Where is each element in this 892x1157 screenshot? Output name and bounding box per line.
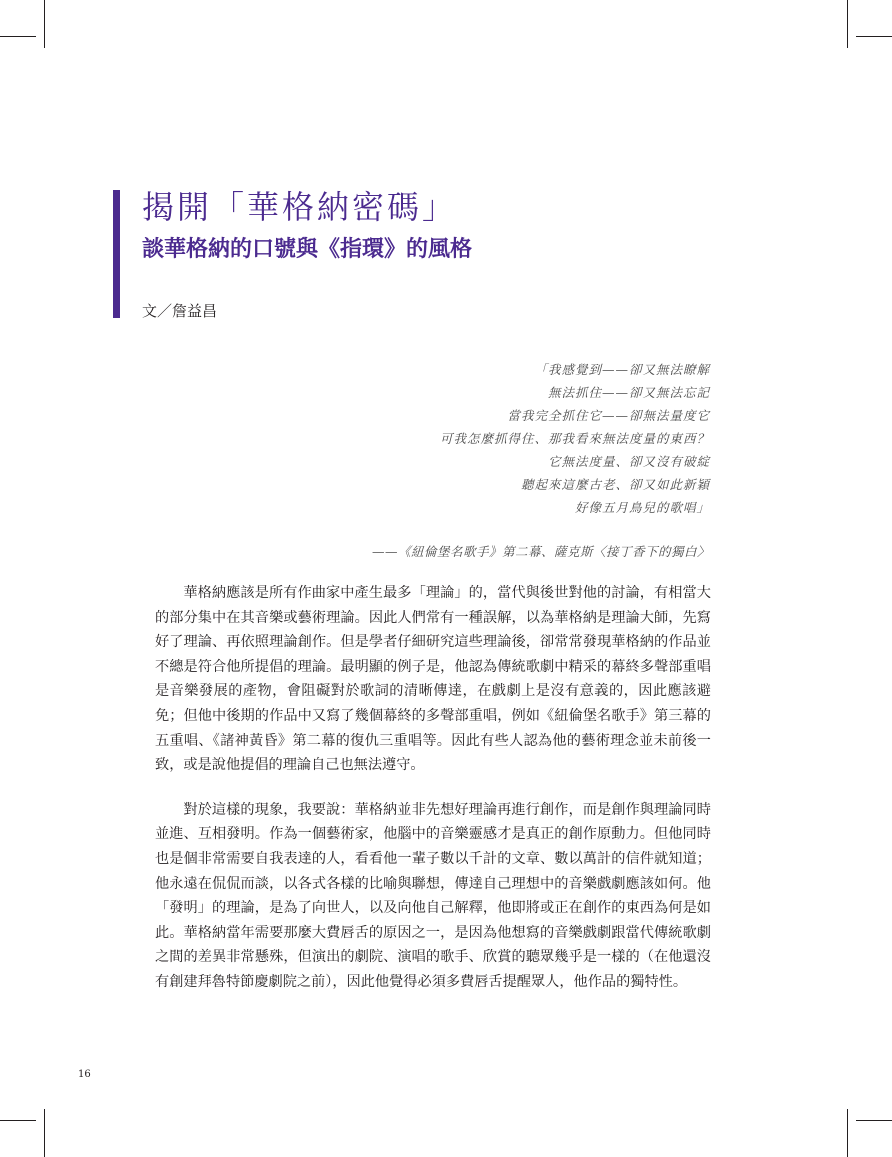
- crop-mark-bottom-right: [847, 1109, 848, 1157]
- article-subtitle: 談華格納的口號與《指環》的風格: [142, 237, 473, 262]
- crop-mark-bottom-left: [44, 1109, 45, 1157]
- crop-mark-bottom-left: [0, 1120, 36, 1121]
- article-body: [155, 581, 711, 1015]
- crop-mark-top-left: [44, 0, 45, 48]
- article-title: 揭開「華格納密碼」: [142, 188, 458, 226]
- epigraph-line: 無法抓住——卻又無法忘記: [547, 385, 710, 400]
- crop-mark-top-left: [0, 36, 36, 37]
- epigraph: [440, 358, 710, 519]
- crop-mark-top-right: [847, 0, 848, 48]
- epigraph-attribution: ——《紐倫堡名歌手》第二幕、薩克斯〈接丁香下的獨白〉: [371, 544, 710, 559]
- epigraph-line: 可我怎麼抓得住、那我看來無法度量的東西？: [439, 431, 710, 446]
- author-byline: 文／詹益昌: [142, 302, 218, 320]
- epigraph-line: 它無法度量、卻又沒有破綻: [547, 454, 710, 469]
- title-accent-bar: [113, 190, 120, 318]
- epigraph-line: 當我完全抓住它——卻無法量度它: [507, 408, 710, 423]
- page-number: 16: [78, 1069, 91, 1080]
- crop-mark-top-right: [856, 36, 892, 37]
- epigraph-line: 聽起來這麼古老、卻又如此新穎: [520, 477, 710, 492]
- crop-mark-bottom-right: [856, 1120, 892, 1121]
- epigraph-line: 「我感覺到——卻又無法瞭解: [534, 362, 710, 377]
- body-paragraph: 對於這樣的現象，我要說：華格納並非先想好理論再進行創作，而是創作與理論同時並進、互相發明。作為一個藝術家，他腦中的音樂靈感才是真正的創作原動力。但他同時也是個非常需要自我表達的人，看看他一輩子數以千計的文章、數以萬計的信件就知道；他永遠在侃侃而談，以各式各樣的比喻與聯想，傳達自己理想中的音樂戲劇應該如何。他「發明」的理論，是為了向世人，以及向他自己解釋，他即將或正在創作的東西為何是如此。華格納當年需要那麼大費唇舌的原因之一，是因為他想寫的音樂戲劇跟當代傳統歌劇之間的差異非常懸殊，但演出的劇院、演唱的歌手、欣賞的聽眾幾乎是一樣的（在他還沒有創建拜魯特節慶劇院之前），因此他覺得必須多費唇舌提醒眾人，他作品的獨特性。: [155, 801, 711, 990]
- body-paragraph: 華格納應該是所有作曲家中產生最多「理論」的，當代與後世對他的討論，有相當大的部分集中在其音樂或藝術理論。因此人們常有一種誤解，以為華格納是理論大師，先寫好了理論、再依照理論創作。但是學者仔細研究這些理論後，卻常常發現華格納的作品並不總是符合他所提倡的理論。最明顯的例子是，他認為傳統歌劇中精采的幕終多聲部重唱是音樂發展的產物，會阻礙對於歌詞的清晰傳達，在戲劇上是沒有意義的，因此應該避免；但他中後期的作品中又寫了幾個幕終的多聲部重唱，例如《紐倫堡名歌手》第三幕的五重唱、《諸神黃昏》第二幕的復仇三重唱等。因此有些人認為他的藝術理念並未前後一致，或是說他提倡的理論自己也無法遵守。: [155, 585, 711, 774]
- epigraph-line: 好像五月鳥兒的歌唱」: [574, 500, 710, 515]
